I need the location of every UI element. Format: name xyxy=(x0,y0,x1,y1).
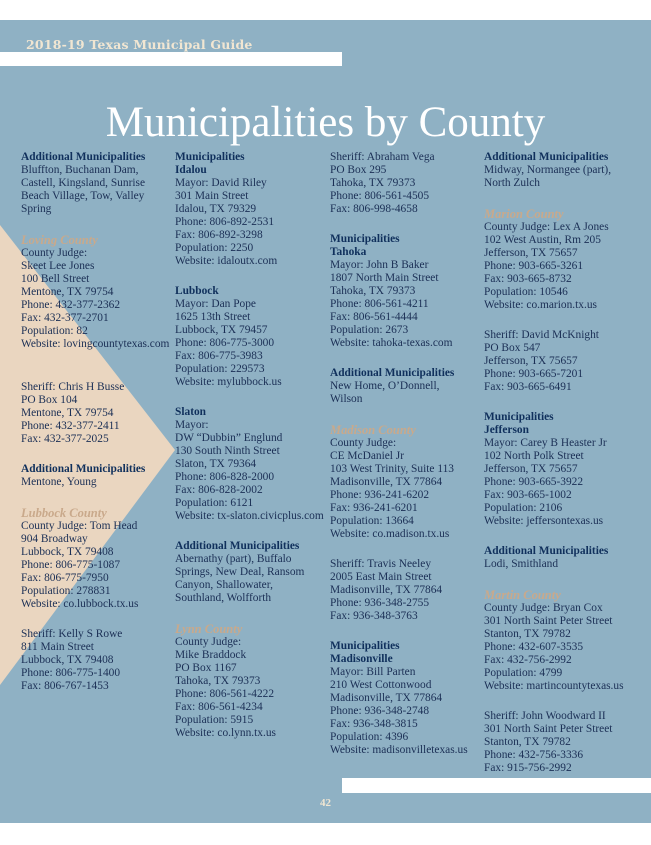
listing-line: Fax: 903-665-6491 xyxy=(484,381,572,393)
listing-line: 100 Bell Street xyxy=(21,273,90,285)
section-heading: Additional Municipalities xyxy=(21,463,146,475)
listing-line: Spring xyxy=(21,203,52,215)
bottom-white-bar xyxy=(0,823,651,845)
listing-line: County Judge: Tom Head xyxy=(21,520,138,532)
section-heading: Municipalities xyxy=(330,233,400,245)
listing-line: Madisonville, TX 77864 xyxy=(330,584,443,596)
municipality-name: Lubbock xyxy=(175,285,219,297)
listing-line: Population: 6121 xyxy=(175,497,254,509)
listing-line: Fax: 806-775-3983 xyxy=(175,350,263,362)
listing-line: Lubbock, TX 79408 xyxy=(21,654,114,666)
listing-line: Fax: 936-348-3815 xyxy=(330,718,418,730)
listing-line: Tahoka, TX 79373 xyxy=(175,675,261,687)
listing-line: Midway, Normangee (part), xyxy=(484,164,612,176)
listing-line: Sheriff: David McKnight xyxy=(484,329,599,341)
listing-line: 301 North Saint Peter Street xyxy=(484,615,613,627)
county-heading: Martin County xyxy=(484,588,561,602)
listing-line: Mayor: Bill Parten xyxy=(330,666,416,678)
listing-line: Website: co.marion.tx.us xyxy=(484,299,597,311)
listing-line: Phone: 806-561-4211 xyxy=(330,298,429,310)
listing-line: Jefferson, TX 75657 xyxy=(484,463,578,475)
listing-line: Website: jeffersontexas.us xyxy=(484,515,604,527)
listing-line: Stanton, TX 79782 xyxy=(484,628,571,640)
section-heading: Additional Municipalities xyxy=(21,151,146,163)
listing-block xyxy=(21,233,177,351)
column-2 xyxy=(175,151,331,757)
listing-line: Bluffton, Buchanan Dam, xyxy=(21,164,139,176)
listing-block xyxy=(484,329,640,394)
listing-line: Phone: 806-892-2531 xyxy=(175,216,275,228)
column-3 xyxy=(330,151,486,774)
listing-line: Madisonville, TX 77864 xyxy=(330,692,443,704)
listing-line: Population: 4799 xyxy=(484,667,563,679)
listing-block xyxy=(484,411,640,528)
listing-line: Sheriff: Travis Neeley xyxy=(330,558,432,570)
section-heading: Municipalities xyxy=(484,411,554,423)
listing-line: 130 South Ninth Street xyxy=(175,445,280,457)
listing-line: Population: 10546 xyxy=(484,286,568,298)
listing-line: Phone: 806-561-4505 xyxy=(330,190,430,202)
listing-line: Castell, Kingsland, Sunrise xyxy=(21,177,146,189)
listing-line: Stanton, TX 79782 xyxy=(484,736,571,748)
listing-line: Wilson xyxy=(330,393,363,405)
listing-line: County Judge: Bryan Cox xyxy=(484,602,603,614)
listing-line: Website: lovingcountytexas.com xyxy=(21,338,170,350)
listing-line: Phone: 806-775-1087 xyxy=(21,559,121,571)
listing-line: Fax: 936-241-6201 xyxy=(330,502,418,514)
listing-line: Idalou, TX 79329 xyxy=(175,203,257,215)
county-heading: Lubbock County xyxy=(21,506,107,520)
listing-line: 210 West Cottonwood xyxy=(330,679,432,691)
listing-line: PO Box 547 xyxy=(484,342,541,354)
listing-line: Fax: 806-998-4658 xyxy=(330,203,418,215)
listing-block xyxy=(330,367,486,406)
listing-line: Mentone, TX 79754 xyxy=(21,407,114,419)
listing-line: Southland, Wolfforth xyxy=(175,592,272,604)
column-1 xyxy=(21,151,177,710)
listing-line: CE McDaniel Jr xyxy=(330,450,405,462)
footer-white-bar-right xyxy=(342,778,651,793)
listing-line: Phone: 432-607-3535 xyxy=(484,641,584,653)
listing-block xyxy=(21,151,177,216)
listing-block xyxy=(175,151,331,268)
listing-line: Phone: 806-561-4222 xyxy=(175,688,275,700)
listing-block xyxy=(484,545,640,571)
top-white-bar xyxy=(0,0,651,20)
listing-line: Phone: 432-377-2411 xyxy=(21,420,120,432)
listing-line: Sheriff: Abraham Vega xyxy=(330,151,435,163)
section-heading: Additional Municipalities xyxy=(330,367,455,379)
listing-line: Phone: 936-241-6202 xyxy=(330,489,430,501)
listing-line: Website: mylubbock.us xyxy=(175,376,282,388)
municipality-name: Jefferson xyxy=(484,424,529,436)
listing-line: Sheriff: John Woodward II xyxy=(484,710,606,722)
listing-line: Sheriff: Chris H Busse xyxy=(21,381,125,393)
listing-line: 2005 East Main Street xyxy=(330,571,432,583)
listing-line: 811 Main Street xyxy=(21,641,94,653)
listing-block xyxy=(21,463,177,489)
county-heading: Marion County xyxy=(484,207,564,221)
listing-block xyxy=(330,423,486,541)
listing-line: Website: co.madison.tx.us xyxy=(330,528,450,540)
listing-line: Fax: 903-665-8732 xyxy=(484,273,572,285)
county-heading: Madison County xyxy=(330,423,416,437)
listing-line: Mayor: Carey B Heaster Jr xyxy=(484,437,607,449)
municipality-name: Madisonville xyxy=(330,653,393,665)
municipality-name: Tahoka xyxy=(330,246,367,258)
listing-line: Sheriff: Kelly S Rowe xyxy=(21,628,123,640)
listing-block xyxy=(175,406,331,523)
listing-line: Mentone, TX 79754 xyxy=(21,286,114,298)
listing-line: Mayor: Dan Pope xyxy=(175,298,256,310)
section-heading: Additional Municipalities xyxy=(484,545,609,557)
page-title: Municipalities by County xyxy=(105,99,546,146)
listing-line: Website: madisonvilletexas.us xyxy=(330,744,468,756)
listing-block xyxy=(175,540,331,605)
header-white-bar xyxy=(0,52,342,66)
listing-line: Phone: 903-665-7201 xyxy=(484,368,584,380)
listing-line: 1807 North Main Street xyxy=(330,272,439,284)
listing-line: Population: 278831 xyxy=(21,585,111,597)
listing-line: Phone: 432-756-3336 xyxy=(484,749,584,761)
section-heading: Additional Municipalities xyxy=(175,540,300,552)
listing-block xyxy=(175,622,331,740)
listing-line: County Judge: xyxy=(330,437,397,449)
section-heading: Additional Municipalities xyxy=(484,151,609,163)
listing-line: Abernathy (part), Buffalo xyxy=(175,553,292,565)
municipality-name: Idalou xyxy=(175,164,207,176)
listing-line: Beach Village, Tow, Valley xyxy=(21,190,145,202)
listing-line: Fax: 806-775-7950 xyxy=(21,572,109,584)
listing-line: Tahoka, TX 79373 xyxy=(330,177,416,189)
listing-block xyxy=(330,233,486,350)
listing-line: Population: 82 xyxy=(21,325,88,337)
listing-line: Slaton, TX 79364 xyxy=(175,458,257,470)
listing-line: Springs, New Deal, Ransom xyxy=(175,566,305,578)
listing-block xyxy=(175,285,331,389)
listing-line: Jefferson, TX 75657 xyxy=(484,355,578,367)
listing-block xyxy=(484,588,640,693)
listing-line: Fax: 806-561-4234 xyxy=(175,701,263,713)
listing-line: 103 West Trinity, Suite 113 xyxy=(330,463,454,475)
listing-line: Fax: 936-348-3763 xyxy=(330,610,418,622)
listing-line: Fax: 903-665-1002 xyxy=(484,489,572,501)
listing-line: Fax: 432-377-2701 xyxy=(21,312,109,324)
listing-line: Mayor: John B Baker xyxy=(330,259,429,271)
listing-line: Population: 229573 xyxy=(175,363,265,375)
listing-line: 102 North Polk Street xyxy=(484,450,584,462)
listing-line: Population: 2250 xyxy=(175,242,254,254)
listing-line: Population: 13664 xyxy=(330,515,414,527)
listing-line: Phone: 806-828-2000 xyxy=(175,471,275,483)
listing-line: County Judge: Lex A Jones xyxy=(484,221,609,233)
listing-line: 1625 13th Street xyxy=(175,311,251,323)
listing-line: Madisonville, TX 77864 xyxy=(330,476,443,488)
listing-line: Website: co.lubbock.tx.us xyxy=(21,598,139,610)
listing-line: Tahoka, TX 79373 xyxy=(330,285,416,297)
section-heading: Municipalities xyxy=(330,640,400,652)
listing-line: 301 Main Street xyxy=(175,190,249,202)
listing-block xyxy=(21,381,177,446)
listing-line: Phone: 903-665-3922 xyxy=(484,476,584,488)
listing-line: County Judge: xyxy=(21,247,88,259)
column-4 xyxy=(484,151,640,792)
listing-block xyxy=(21,628,177,693)
listing-line: New Home, O’Donnell, xyxy=(330,380,440,392)
listing-line: Population: 5915 xyxy=(175,714,254,726)
listing-line: Lubbock, TX 79408 xyxy=(21,546,114,558)
listing-block xyxy=(21,506,177,611)
listing-line: Website: co.lynn.tx.us xyxy=(175,727,276,739)
guide-title: 2018-19 Texas Municipal Guide xyxy=(26,37,253,52)
county-heading: Lynn County xyxy=(175,622,243,636)
listing-line: Mentone, Young xyxy=(21,476,97,488)
listing-line: Fax: 432-377-2025 xyxy=(21,433,109,445)
listing-line: Skeet Lee Jones xyxy=(21,260,95,272)
listing-line: PO Box 1167 xyxy=(175,662,237,674)
listing-line: DW “Dubbin” Englund xyxy=(175,432,283,444)
listing-line: Mayor: David Riley xyxy=(175,177,267,189)
listing-line: Phone: 806-775-3000 xyxy=(175,337,275,349)
listing-line: Phone: 936-348-2748 xyxy=(330,705,430,717)
municipality-name: Slaton xyxy=(175,406,207,418)
listing-line: Website: idaloutx.com xyxy=(175,255,278,267)
listing-line: PO Box 295 xyxy=(330,164,387,176)
listing-line: Fax: 806-892-3298 xyxy=(175,229,263,241)
county-heading: Loving County xyxy=(21,233,98,247)
listing-line: Lubbock, TX 79457 xyxy=(175,324,268,336)
listing-block xyxy=(484,207,640,312)
listing-line: Mike Braddock xyxy=(175,649,247,661)
listing-block xyxy=(484,151,640,190)
listing-line: 102 West Austin, Rm 205 xyxy=(484,234,601,246)
listing-line: Fax: 806-828-2002 xyxy=(175,484,263,496)
listing-block xyxy=(484,710,640,775)
listing-line: Canyon, Shallowater, xyxy=(175,579,273,591)
listing-line: 301 North Saint Peter Street xyxy=(484,723,613,735)
listing-block xyxy=(330,640,486,757)
listing-line: Lodi, Smithland xyxy=(484,558,559,570)
listing-line: Jefferson, TX 75657 xyxy=(484,247,578,259)
listing-line: Website: tahoka-texas.com xyxy=(330,337,453,349)
listing-line: Phone: 903-665-3261 xyxy=(484,260,584,272)
listing-line: PO Box 104 xyxy=(21,394,78,406)
section-heading: Municipalities xyxy=(175,151,245,163)
listing-line: Website: tx-slaton.civicplus.com xyxy=(175,510,324,522)
listing-block xyxy=(330,151,486,216)
listing-line: Fax: 432-756-2992 xyxy=(484,654,572,666)
listing-line: Phone: 806-775-1400 xyxy=(21,667,121,679)
listing-line: Fax: 806-561-4444 xyxy=(330,311,418,323)
listing-line: 904 Broadway xyxy=(21,533,88,545)
listing-line: Phone: 432-377-2362 xyxy=(21,299,121,311)
listing-line: Population: 4396 xyxy=(330,731,409,743)
listing-block xyxy=(330,558,486,623)
listing-line: County Judge: xyxy=(175,636,242,648)
listing-line: Fax: 806-767-1453 xyxy=(21,680,109,692)
listing-line: Population: 2673 xyxy=(330,324,409,336)
listing-line: Fax: 915-756-2992 xyxy=(484,762,572,774)
listing-line: Population: 2106 xyxy=(484,502,563,514)
listing-line: North Zulch xyxy=(484,177,540,189)
listing-line: Website: martincountytexas.us xyxy=(484,680,624,692)
listing-line: Phone: 936-348-2755 xyxy=(330,597,430,609)
listing-line: Mayor: xyxy=(175,419,209,431)
page-number: 42 xyxy=(320,797,331,809)
